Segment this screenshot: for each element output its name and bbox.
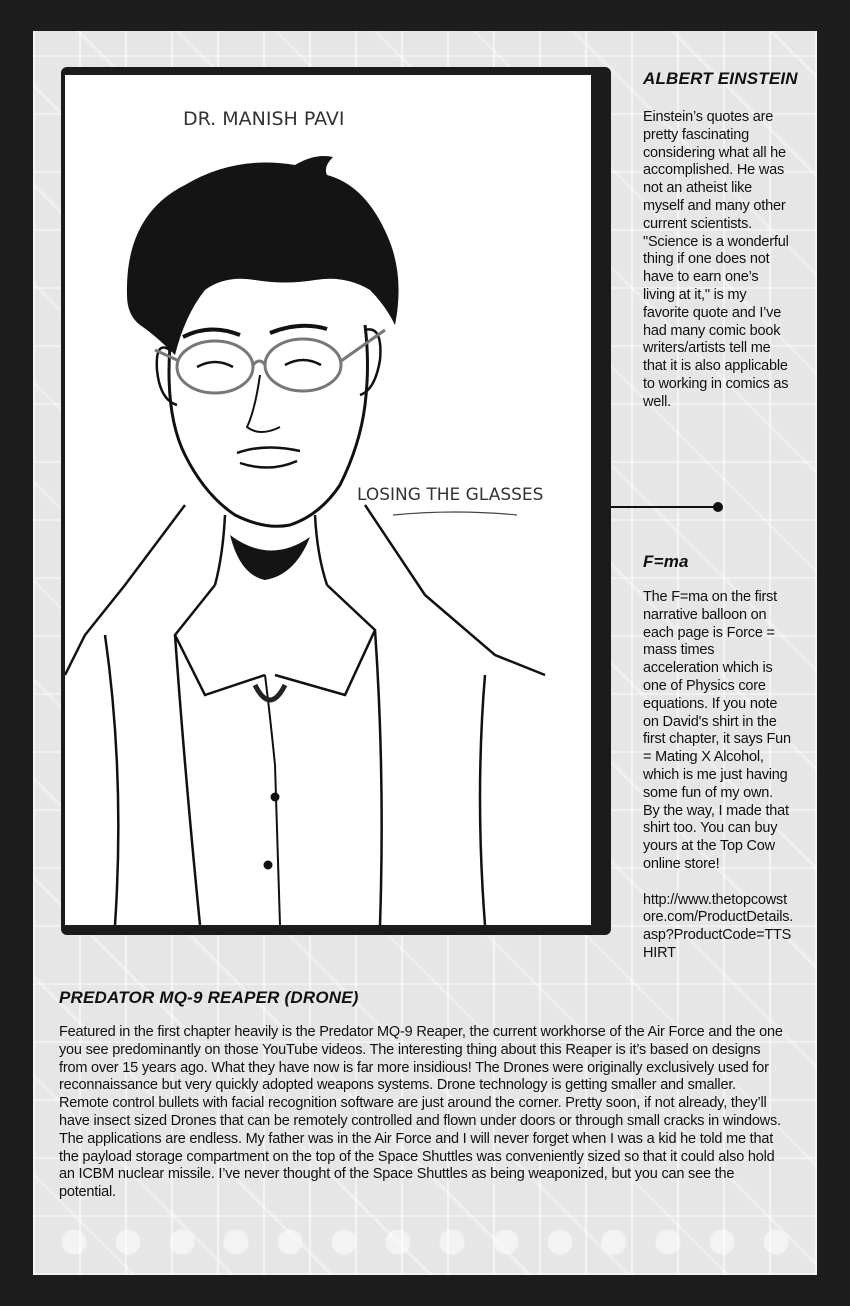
circuit-background bbox=[33, 1205, 817, 1275]
page bbox=[33, 31, 817, 1275]
einstein-text: Einstein’s quotes are pretty fascinating considering what all he accomplished. He was not an atheist like myself and many other current scientists. "Science is a wonderful thing if one does not have to earn one’s living at it," is my favorite quote and I’ve had many comic book writers/artists tell me that it is also applicable to working in comics as well. bbox=[643, 109, 789, 410]
drone-text: Featured in the first chapter heavily is the Predator MQ-9 Reaper, the current workhorse of the Air Force and the one you see predominantly on those YouTube videos. The interesting thing about this Reaper is it’s based on designs from over 15 years ago. What they have now is far more insidious! The Drones were originally exclusively used for reconnaissance but very quickly adopted weapons systems. Drone technology is getting smaller and smaller. Remote control bullets with facial recognition software are just around the corner. Pretty soon, if not already, they’ll have insect sized Drones that can be remotely controlled and flown under doors or through small cracks in windows. The applications are endless. My father was in the Air Force and I will never forget when I was a kid he told me that the payload storage compartment on the top of the Space Shuttles was conveniently sized so that it could also hold an ICBM nuclear missile. I’ve never thought of the Space Shuttles as being weaponized, but you can see the potential. bbox=[59, 1024, 783, 1201]
artwork-panel bbox=[61, 67, 611, 935]
einstein-heading: ALBERT EINSTEIN bbox=[643, 69, 798, 88]
character-sketch bbox=[65, 75, 591, 925]
fma-heading: F=ma bbox=[643, 552, 689, 571]
divider-line bbox=[611, 506, 718, 508]
drone-heading: PREDATOR MQ-9 REAPER (DRONE) bbox=[59, 988, 359, 1007]
sketch-name-label: DR. MANISH PAVI bbox=[183, 108, 345, 130]
divider-dot bbox=[713, 502, 723, 512]
sketch-note-label: LOSING THE GLASSES bbox=[357, 485, 544, 505]
sketch-drawing bbox=[65, 75, 591, 925]
fma-text: The F=ma on the first narrative balloon on each page is Force = mass times acceleration which is one of Physics core equations. If you note on David's shirt in the first chapter, it says Fun = Mating X Alcohol, which is me just having some fun of my own. By the way, I made that shirt too. You can buy yours at the Top Cow online store! http://www.thetopcowst ore.com/ProductDetails. asp?ProductCode=TTS HIRT bbox=[643, 589, 794, 961]
